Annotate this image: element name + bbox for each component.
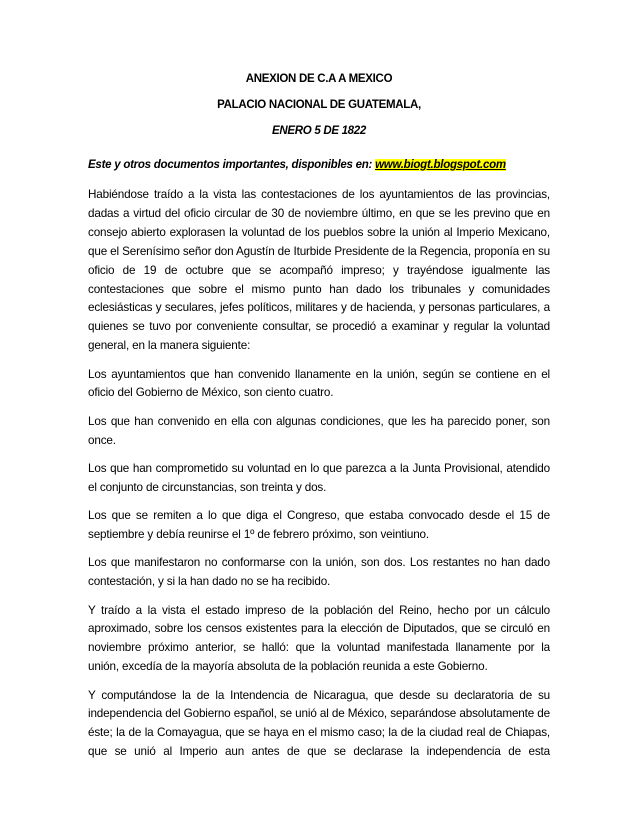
paragraph-text: Los que manifestaron no conformarse con la unión, son dos. Los restantes no han dado	[88, 556, 550, 570]
document-body	[88, 186, 550, 772]
document-title: ANEXION DE C.A A MEXICO	[245, 73, 393, 85]
document-date: ENERO 5 DE 1822	[272, 125, 366, 137]
paragraph-6	[88, 554, 550, 592]
paragraph-text: Los que han comprometido su voluntad en lo que parezca a la Junta Provisional, atendido	[88, 461, 550, 475]
paragraph-text: Los que se remiten a lo que diga el Congreso, que estaba convocado desde el 15 de	[88, 509, 550, 523]
paragraph-last-line: general, en la manera siguiente:	[88, 339, 251, 353]
paragraph-last-line: oficio del Gobierno de México, son ciento cuatro.	[88, 386, 334, 400]
paragraph-last-line: unión, excedía de la mayoría absoluta de la población reunida a este Gobierno.	[88, 660, 488, 674]
source-line	[88, 159, 506, 171]
document-place: PALACIO NACIONAL DE GUATEMALA,	[217, 99, 421, 111]
paragraph-2	[88, 366, 550, 404]
paragraph-5	[88, 507, 550, 545]
paragraph-1	[88, 186, 550, 356]
paragraph-8	[88, 687, 550, 763]
paragraph-text: Los que han convenido en ella con algunas condiciones, que les ha parecido poner, son	[88, 414, 550, 428]
paragraph-7	[88, 602, 550, 678]
paragraph-4	[88, 460, 550, 498]
paragraph-text: Y computándose la de la Intendencia de Nicaragua, que desde su declaratoria de su independencia del Gobierno español, se unió al de México, separándose absolutamente de éste; la de la Comayagua, que se haya en el mismo caso; la de la ciudad real de Chiapas, que se unió al Imperio aun antes de que se declarase la independencia de esta	[88, 688, 550, 759]
source-link[interactable]: www.biogt.blogspot.com	[375, 159, 506, 171]
paragraph-last-line: once.	[88, 433, 116, 447]
paragraph-text: Y traído a la vista el estado impreso de la población del Reino, hecho por un cálculo aproximado, sobre los censos existentes para la elección de Diputados, que se circuló en noviembre próximo anterior, se halló: que la voluntad manifestada llanamente por la	[88, 603, 550, 655]
paragraph-text: Habiéndose traído a la vista las contestaciones de los ayuntamientos de las provincias, dadas a virtud del oficio circular de 30 de noviembre último, en que se les previno que en consejo abierto explorasen la voluntad de los pueblos sobre la unión al Imperio Mexicano, que el Serenísimo señor don Agustín de Iturbide Presidente de la Regencia, proponía en su oficio de 19 de octubre que se acompañó impreso; y trayéndose igualmente las contestaciones que sobre el mismo punto han dado los tribunales y comunidades eclesiásticas y seculares, jefes políticos, militares y de hacienda, y personas particulares, a quienes se tuvo por conveniente consultar, se procedió a examinar y regular la voluntad	[88, 188, 550, 334]
paragraph-last-line: el conjunto de circunstancias, son treinta y dos.	[88, 480, 327, 494]
paragraph-last-line: contestación, y si la han dado no se ha recibido.	[88, 575, 331, 589]
source-text: Este y otros documentos importantes, disponibles en:	[88, 159, 376, 171]
paragraph-last-line: septiembre y debía reunirse el 1º de febrero próximo, son veintiuno.	[88, 528, 429, 542]
paragraph-text: Los ayuntamientos que han convenido llanamente en la unión, según se contiene en el	[88, 367, 550, 381]
paragraph-3	[88, 413, 550, 451]
